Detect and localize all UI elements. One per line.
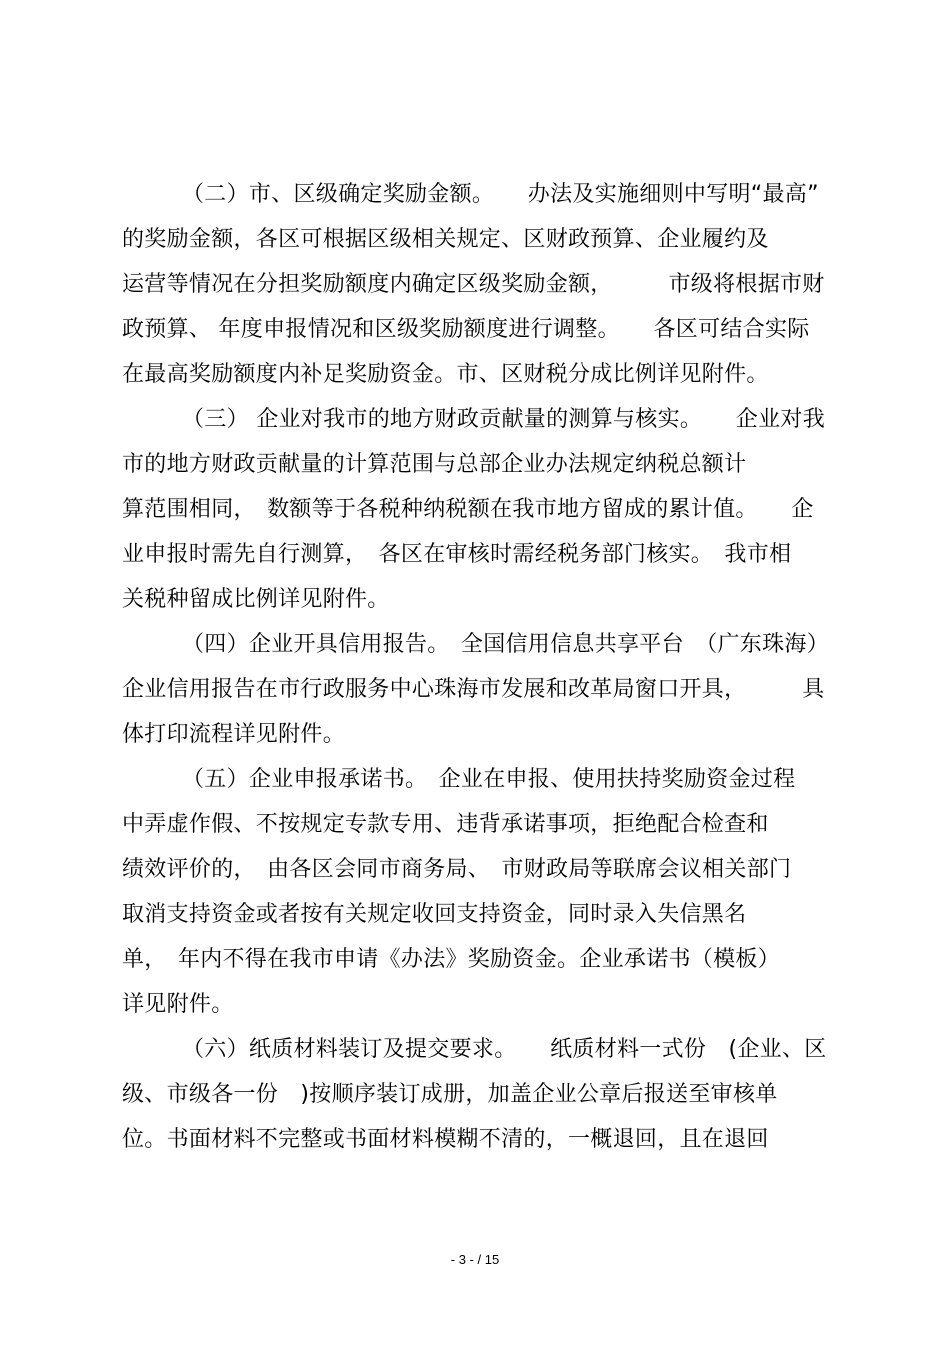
- paragraph-2-line-1: （二）市、区级确定奖励金额。 办法及实施细则中写明“最高”: [182, 182, 819, 207]
- paragraph-6-line-2: 级、市级各一份 )按顺序装订成册，加盖企业公章后报送至审核单: [122, 1082, 778, 1107]
- paragraph-3-line-2: 市的地方财政贡献量的计算范围与总部企业办法规定纳税总额计: [122, 452, 747, 477]
- paragraph-5-line-2: 中弄虚作假、不按规定专款专用、违背承诺事项，拒绝配合检查和: [122, 812, 769, 837]
- paragraph-6-line-3: 位。书面材料不完整或书面材料模糊不清的，一概退回，且在退回: [122, 1127, 769, 1152]
- paragraph-4-line-2: 企业信用报告在市行政服务中心珠海市发展和改革局窗口开具， 具: [122, 677, 825, 702]
- page-number: - 3 - / 15: [450, 1252, 500, 1267]
- paragraph-3-line-3: 算范围相同， 数额等于各税种纳税额在我市地方留成的累计值。 企: [122, 497, 814, 522]
- paragraph-4-line-1: （四）企业开具信用报告。 全国信用信息共享平台 （广东珠海）: [182, 632, 830, 657]
- paragraph-5-line-1: （五）企业申报承诺书。 企业在申报、使用扶持奖励资金过程: [182, 767, 796, 792]
- paragraph-3-line-4: 业申报时需先自行测算， 各区在审核时需经税务部门核实。 我市相: [122, 542, 792, 567]
- paragraph-5-line-4: 取消支持资金或者按有关规定收回支持资金，同时录入失信黑名: [122, 902, 747, 927]
- paragraph-5-line-5: 单， 年内不得在我市申请《办法》奖励资金。企业承诺书（模板）: [122, 947, 781, 972]
- paragraph-2-line-3: 运营等情况在分担奖励额度内确定区级奖励金额， 市级将根据市财: [122, 272, 825, 297]
- paragraph-4-line-3: 体打印流程详见附件。: [122, 722, 346, 747]
- paragraph-2-line-2: 的奖励金额，各区可根据区级相关规定、区财政预算、企业履约及: [122, 227, 769, 252]
- paragraph-3-line-1: （三） 企业对我市的地方财政贡献量的测算与核实。 企业对我: [182, 407, 825, 432]
- paragraph-2-line-5: 在最高奖励额度内补足奖励资金。市、区财税分成比例详见附件。: [122, 362, 769, 387]
- paragraph-5-line-6: 详见附件。: [122, 992, 234, 1017]
- paragraph-5-line-3: 绩效评价的， 由各区会同市商务局、 市财政局等联席会议相关部门: [122, 857, 792, 882]
- paragraph-6-line-1: （六）纸质材料装订及提交要求。 纸质材料一式份 (企业、区: [182, 1037, 827, 1062]
- paragraph-2-line-4: 政预算、 年度申报情况和区级奖励额度进行调整。 各区可结合实际: [122, 317, 810, 342]
- paragraph-3-line-5: 关税种留成比例详见附件。: [122, 587, 390, 612]
